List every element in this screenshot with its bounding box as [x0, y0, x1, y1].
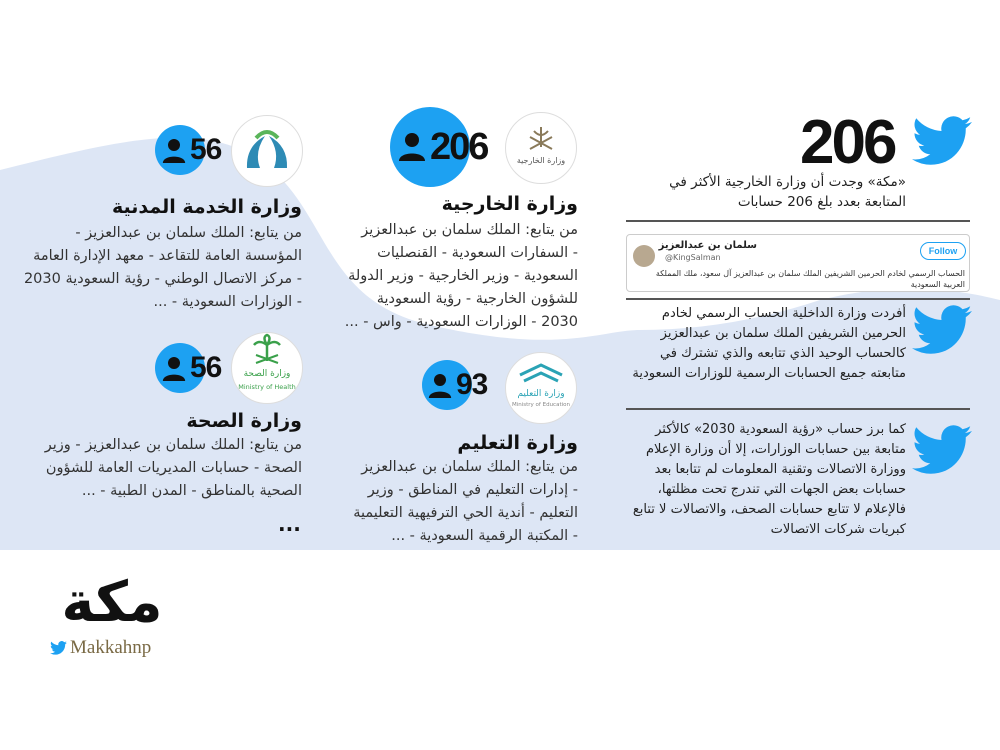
- ministry-logo: [231, 115, 303, 187]
- logo-caption: وزارة الخارجية: [516, 156, 566, 165]
- civil-service-logo-icon: [232, 116, 302, 186]
- user-icon: [428, 373, 452, 399]
- ministry-title: وزارة التعليم: [457, 432, 578, 454]
- user-icon: [398, 132, 426, 162]
- ministry-body: من يتابع: الملك سلمان بن عبدالعزيز - السفارات السعودية - القنصليات السعودية - وزير الخارجية - وزير الدولة للشؤون الخارجية - رؤية السعودية 2030 - الوزارات السعودية - واس - ...: [344, 222, 578, 330]
- emblem-icon: [506, 113, 576, 183]
- divider: [626, 220, 970, 222]
- follow-button[interactable]: Follow: [920, 242, 966, 260]
- ministry-body: من يتابع: الملك سلمان بن عبدالعزيز - المؤسسة العامة للتقاعد - معهد الإدارة العامة - مركز الاتصال الوطني - رؤية السعودية 2030 - الوزارات السعودية - ...: [23, 225, 302, 310]
- ministry-logo: [231, 332, 303, 404]
- account-bio: الحساب الرسمي لخادم الحرمين الشريفين الملك سلمان بن عبدالعزيز آل سعود، ملك المملكة العربية السعودية: [655, 269, 965, 289]
- ministry-body: من يتابع: الملك سلمان بن عبدالعزيز - إدارات التعليم في المناطق - وزير التعليم - أندية الحي الترفيهية التعليمية - المكتبة الرقمية السعودية - ...: [353, 459, 578, 544]
- note-text: كما برز حساب «رؤية السعودية 2030» كالأكثر متابعة بين حسابات الوزارات، إلا أن وزارة الإعلام ووزارة الاتصالات وتقنية المعلومات لم تتابعا بعد حسابات بعض الجهات التي تندرج تحت مظلتها، فالإعلام لا تتابع حسابات الصحف، والاتصالات لا تتابع كبريات شركات الاتصالات: [632, 422, 906, 537]
- ministry-title: وزارة الخدمة المدنية: [111, 196, 302, 218]
- twitter-bird-icon: [912, 425, 972, 475]
- brand-logo: مكة: [61, 570, 163, 635]
- logo-caption: وزارة التعليم: [517, 389, 565, 399]
- logo-subcaption: Ministry of Education: [511, 402, 570, 408]
- twitter-bird-icon: [912, 305, 972, 355]
- note-text: أفردت وزارة الداخلية الحساب الرسمي لخادم الحرمين الشريفين الملك سلمان بن عبدالعزيز كالحساب الوحيد الذي تتابعه والذي تشترك في متابعته جميع الحسابات الرسمية للوزارات السعودية: [632, 306, 906, 381]
- stat-text: «مكة» وجدت أن وزارة الخارجية الأكثر في المتابعة بعدد بلغ 206 حسابات: [669, 174, 906, 210]
- stat-number: 206: [800, 108, 895, 177]
- logo-subcaption: Ministry of Health: [238, 383, 296, 391]
- divider: [626, 408, 970, 410]
- divider: [626, 298, 970, 300]
- logo-caption: وزارة الصحة: [243, 369, 291, 379]
- follower-count: 56: [190, 133, 222, 166]
- twitter-bird-icon: [912, 116, 972, 166]
- ministry-logo: [505, 112, 577, 184]
- account-handle: @KingSalman: [665, 253, 721, 262]
- more-ellipsis: ...: [278, 512, 301, 536]
- user-icon: [162, 356, 186, 382]
- ministry-body: من يتابع: الملك سلمان بن عبدالعزيز - وزير الصحة - حسابات المديريات العامة للشؤون الصحية بالمناطق - المدن الطبية - ...: [44, 437, 302, 499]
- account-name: سلمان بن عبدالعزيز: [658, 240, 757, 251]
- ministry-title: وزارة الخارجية: [441, 193, 578, 215]
- brand-handle: Makkahnp: [70, 637, 152, 658]
- user-icon: [162, 138, 186, 164]
- tweet-card: [626, 234, 970, 292]
- follower-count: 206: [430, 126, 488, 168]
- ministry-title: وزارة الصحة: [186, 410, 302, 432]
- follower-count: 56: [190, 351, 222, 384]
- follower-count: 93: [456, 368, 488, 401]
- avatar: [633, 245, 655, 267]
- ministry-logo: [505, 352, 577, 424]
- twitter-bird-icon: [50, 641, 67, 655]
